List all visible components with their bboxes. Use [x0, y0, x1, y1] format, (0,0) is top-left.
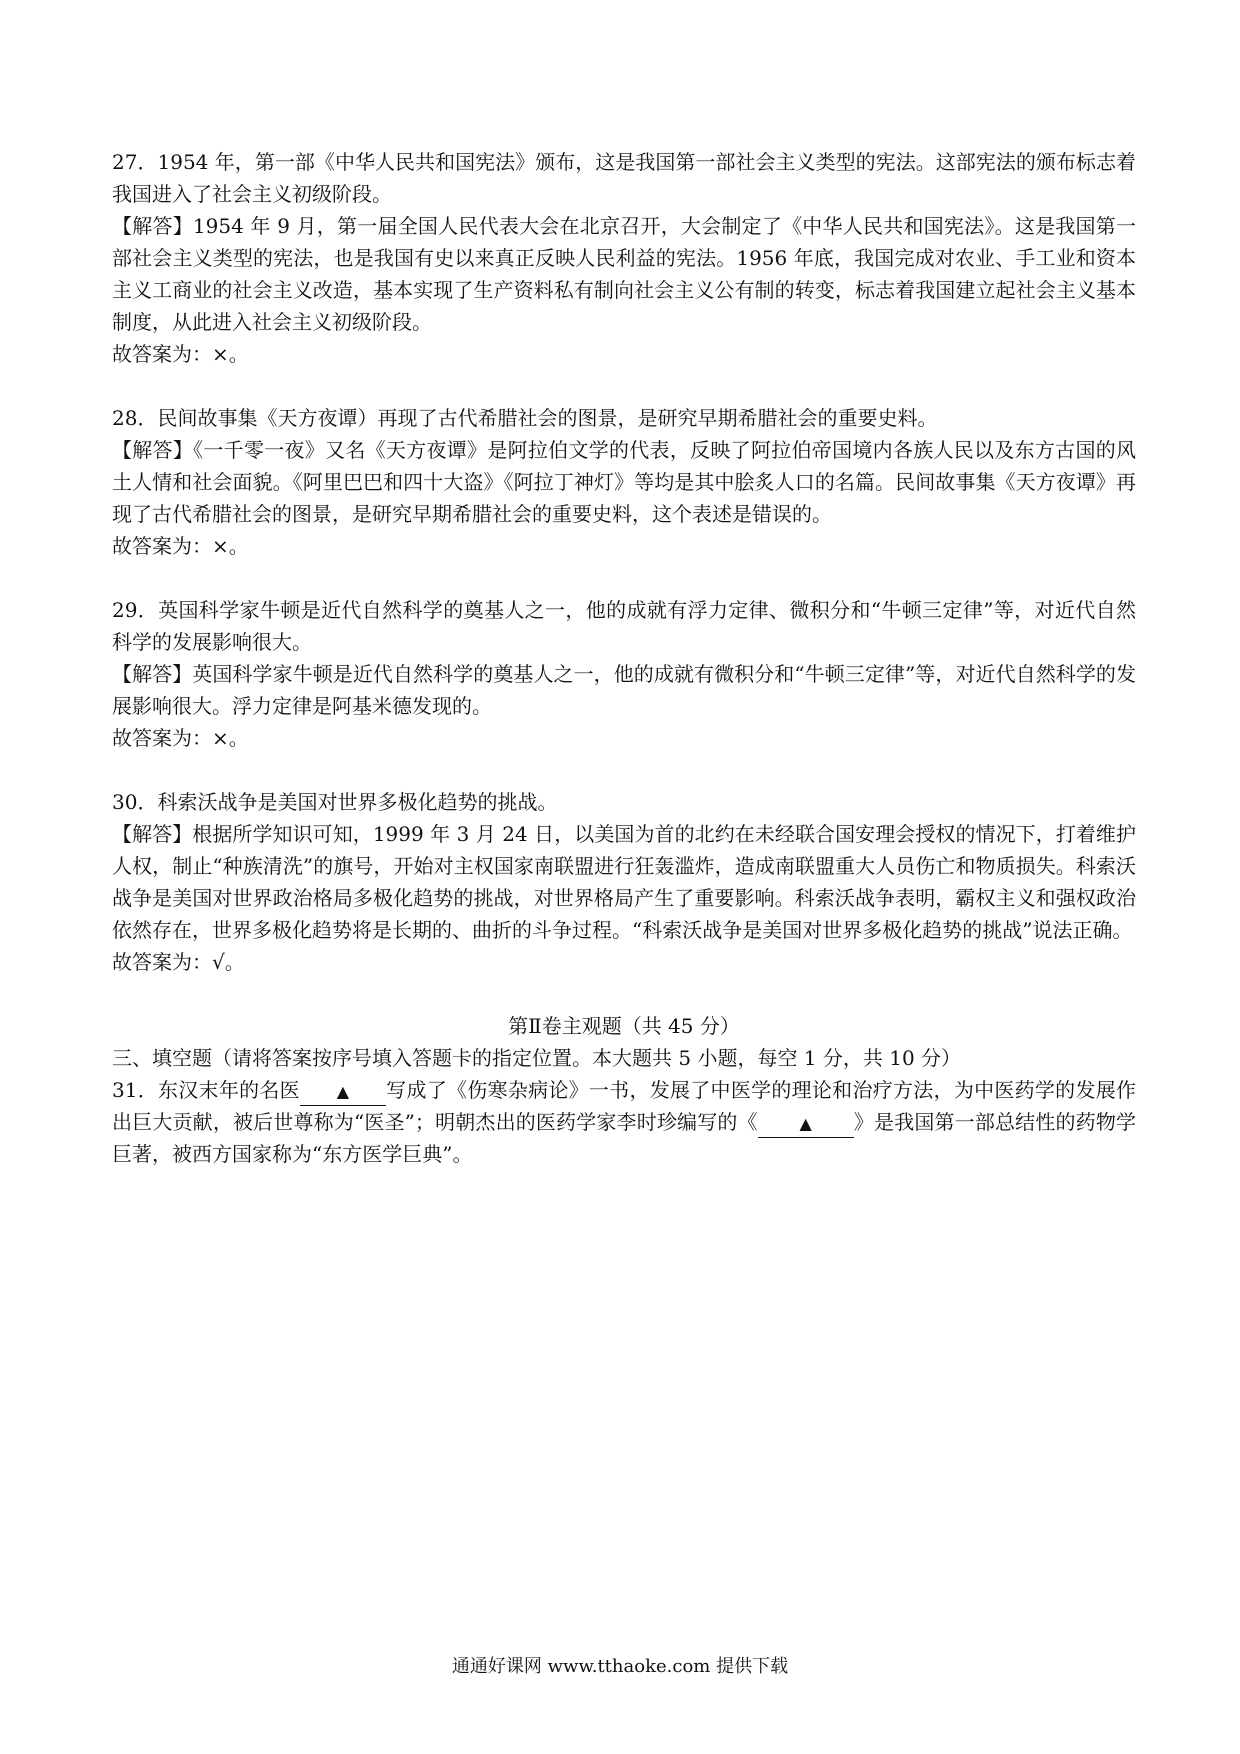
question-text-c: 》是我国第一部总结性的药物学巨著，被西方国家称为“东方医学巨典”。: [112, 1110, 1136, 1166]
analysis-text: 【解答】1954 年 9 月，第一届全国人民代表大会在北京召开，大会制定了《中华人民共和国宪法》。这是我国第一部社会主义类型的宪法，也是我国有史以来真正反映人民利益的宪法。1956 年底，我国完成对农业、手工业和资本主义工商业的社会主义改造，基本实现了生产资料私有制向社会主义公有制的转变，标志着我国建立起社会主义基本制度，从此进入社会主义初级阶段。: [112, 214, 1136, 334]
part-heading: 三、填空题（请将答案按序号填入答题卡的指定位置。本大题共 5 小题，每空 1 分，共 10 分）: [112, 1046, 962, 1070]
question-text: 30．科索沃战争是美国对世界多极化趋势的挑战。: [112, 790, 558, 814]
question-text: 28．民间故事集《天方夜谭）再现了古代希腊社会的图景，是研究早期希腊社会的重要史料。: [112, 406, 938, 430]
question-30: [112, 786, 1136, 978]
answer-blank-2[interactable]: [758, 1109, 854, 1138]
page-content: [112, 146, 1136, 1170]
triangle-icon: ▲: [799, 1114, 812, 1133]
answer-blank-1[interactable]: [300, 1077, 386, 1106]
answer-text: 故答案为：×。: [112, 726, 249, 750]
question-31: [112, 1074, 1136, 1170]
answer-text: 故答案为：√。: [112, 950, 245, 974]
triangle-icon: ▲: [336, 1082, 350, 1101]
question-text-b: 写成了《伤寒杂病论》一书，发展了中医学的理论和治疗方法，为中医药学的发展作出巨大贡献，被后世尊称为“医圣”；明朝杰出的医药学家李时珍编写的《: [112, 1078, 1136, 1134]
question-29: [112, 594, 1136, 754]
answer-text: 故答案为：×。: [112, 342, 249, 366]
analysis-text: 【解答】《一千零一夜》又名《天方夜谭》是阿拉伯文学的代表，反映了阿拉伯帝国境内各族人民以及东方古国的风土人情和社会面貌。《阿里巴巴和四十大盗》《阿拉丁神灯》等均是其中脍炙人口的名篇。民间故事集《天方夜谭》再现了古代希腊社会的图景，是研究早期希腊社会的重要史料，这个表述是错误的。: [112, 438, 1136, 526]
analysis-text: 【解答】根据所学知识可知，1999 年 3 月 24 日，以美国为首的北约在未经联合国安理会授权的情况下，打着维护人权，制止“种族清洗”的旗号，开始对主权国家南联盟进行狂轰滥炸，造成南联盟重大人员伤亡和物质损失。科索沃战争是美国对世界政治格局多极化趋势的挑战，对世界格局产生了重要影响。科索沃战争表明，霸权主义和强权政治依然存在，世界多极化趋势将是长期的、曲折的斗争过程。“科索沃战争是美国对世界多极化趋势的挑战”说法正确。: [112, 822, 1136, 942]
question-text: 27．1954 年，第一部《中华人民共和国宪法》颁布，这是我国第一部社会主义类型的宪法。这部宪法的颁布标志着我国进入了社会主义初级阶段。: [112, 150, 1136, 206]
analysis-text: 【解答】英国科学家牛顿是近代自然科学的奠基人之一，他的成就有微积分和“牛顿三定律”等，对近代自然科学的发展影响很大。浮力定律是阿基米德发现的。: [112, 662, 1136, 718]
question-text: 29．英国科学家牛顿是近代自然科学的奠基人之一，他的成就有浮力定律、微积分和“牛顿三定律”等，对近代自然科学的发展影响很大。: [112, 598, 1136, 654]
section-title: 第Ⅱ卷主观题（共 45 分）: [508, 1014, 740, 1038]
question-27: [112, 146, 1136, 370]
question-28: [112, 402, 1136, 562]
question-text-a: 31．东汉末年的名医: [112, 1078, 300, 1102]
answer-text: 故答案为：×。: [112, 534, 249, 558]
page-footer: 通通好课网 www.tthaoke.com 提供下载: [451, 1656, 789, 1677]
